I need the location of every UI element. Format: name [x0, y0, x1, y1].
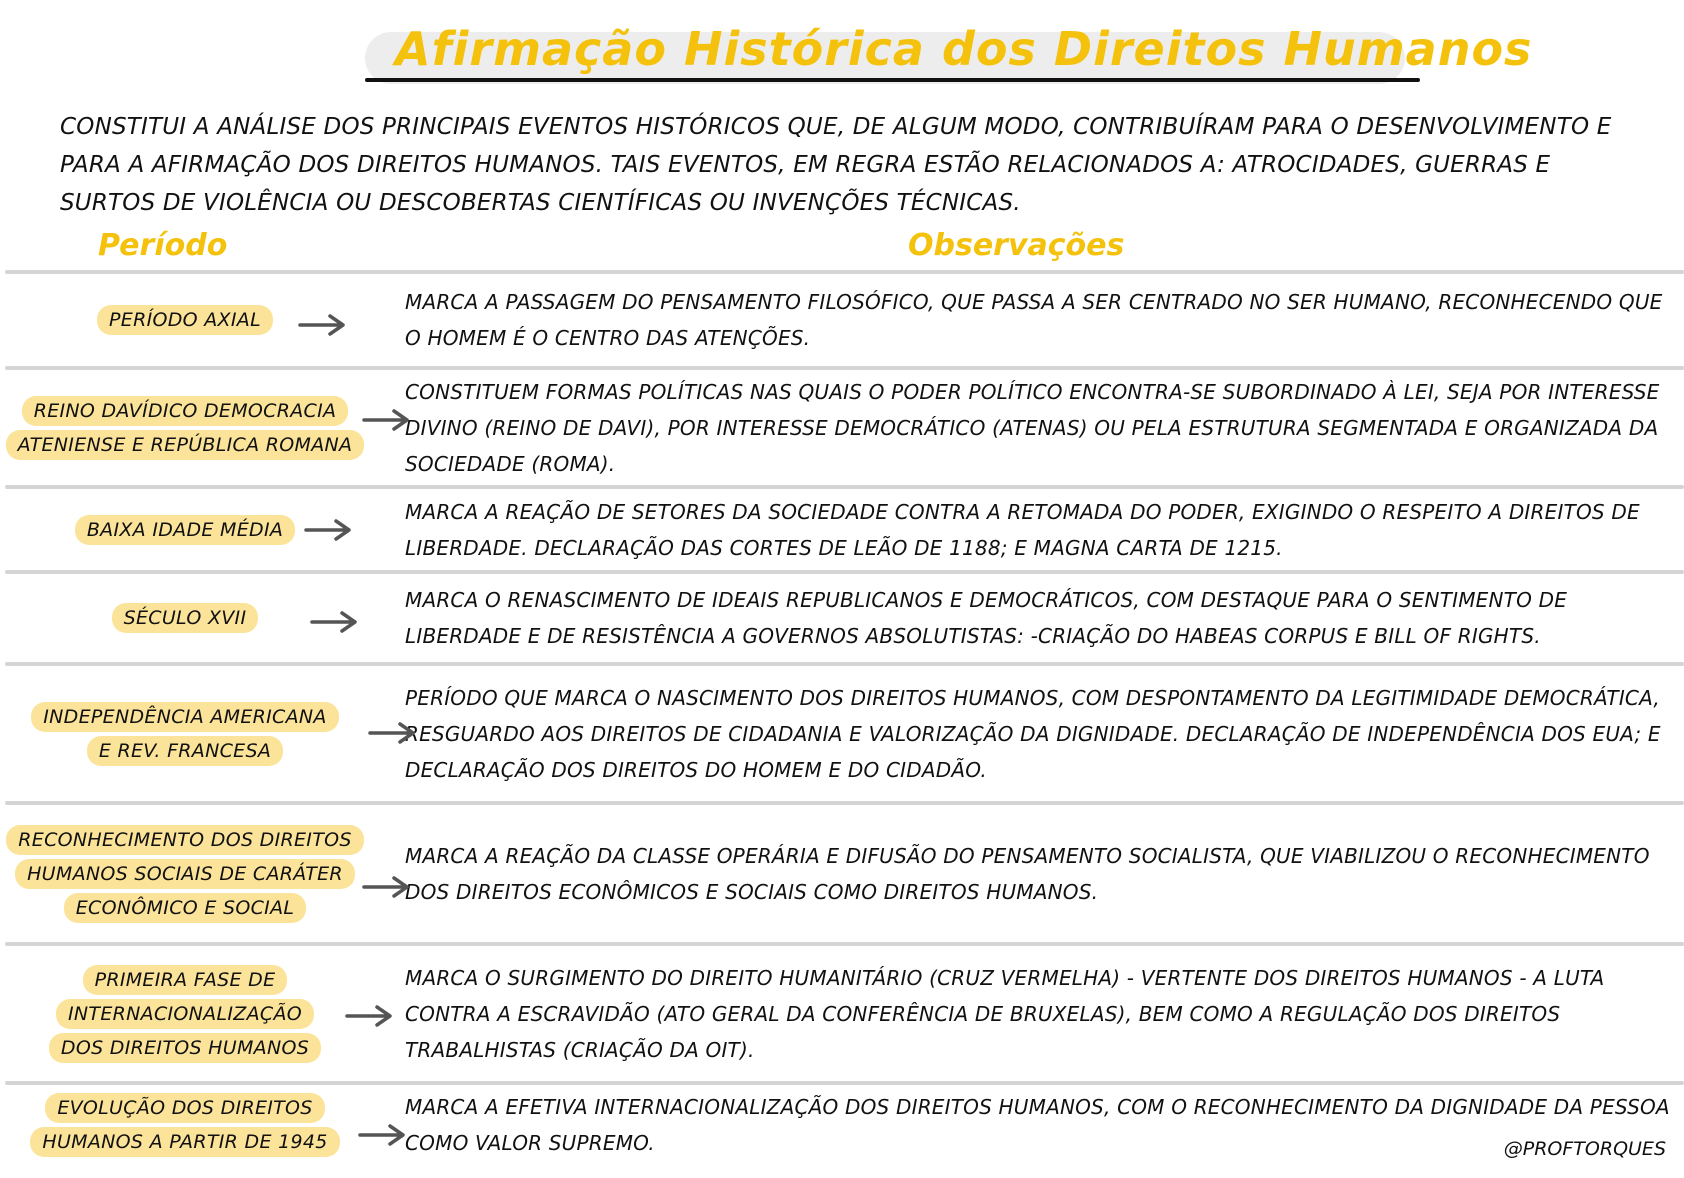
- period-label: BAIXA IDADE MÉDIA: [75, 515, 295, 545]
- period-cell: [0, 1085, 370, 1165]
- period-label: SÉCULO XVII: [112, 603, 259, 633]
- arrow-right-icon: [304, 518, 352, 542]
- period-cell: [0, 666, 370, 801]
- observation-text: MARCA O SURGIMENTO DO DIREITO HUMANITÁRIO (CRUZ VERMELHA) - VERTENTE DOS DIREITOS HUMANOS - A LUTA CONTRA A ESCRAVIDÃO (ATO GERAL DA CONFERÊNCIA DE BRUXELAS), BEM COMO A REGULAÇÃO DOS DIREITOS TRABALHISTAS (CRIAÇÃO DA OIT).: [405, 965, 1605, 1062]
- title-underline: [365, 78, 1420, 82]
- period-label: ATENIENSE E REPÚBLICA ROMANA: [6, 430, 365, 460]
- observation-cell: [405, 370, 1670, 485]
- observation-cell: [405, 946, 1670, 1081]
- intro-text: CONSTITUI A ANÁLISE DOS PRINCIPAIS EVENTOS HISTÓRICOS QUE, DE ALGUM MODO, CONTRIBUÍRAM PARA O DESENVOLVIMENTO E PARA A AFIRMAÇÃO DOS DIREITOS HUMANOS. TAIS EVENTOS, EM REGRA ESTÃO RELACIONADOS A: ATROCIDADES, GUERRAS E SURTOS DE VIOLÊNCIA OU DESCOBERTAS CIENTÍFICAS OU INVENÇÕES TÉCNICAS.: [60, 114, 1612, 216]
- table-row: [0, 1085, 1684, 1165]
- period-cell: [0, 805, 370, 942]
- table-row: [0, 666, 1684, 801]
- observation-cell: [405, 666, 1670, 801]
- period-label: REINO DAVÍDICO DEMOCRACIA: [22, 396, 349, 426]
- observation-cell: [405, 805, 1670, 942]
- table-row: [0, 370, 1684, 485]
- period-label: HUMANOS A PARTIR DE 1945: [30, 1127, 339, 1157]
- author-signature: @PROFTORQUES: [1503, 1138, 1666, 1160]
- observation-text: MARCA A PASSAGEM DO PENSAMENTO FILOSÓFICO, QUE PASSA A SER CENTRADO NO SER HUMANO, RECONHECENDO QUE O HOMEM É O CENTRO DAS ATENÇÕES.: [405, 290, 1663, 350]
- observation-cell: [405, 274, 1670, 366]
- column-header-period: Período: [98, 228, 228, 263]
- period-label: PERÍODO AXIAL: [97, 305, 273, 335]
- table-row: [0, 574, 1684, 662]
- table-row: [0, 946, 1684, 1081]
- arrow-right-icon: [310, 610, 358, 634]
- period-label: INDEPENDÊNCIA AMERICANA: [31, 702, 338, 732]
- period-cell: [0, 370, 370, 485]
- period-label: ECONÔMICO E SOCIAL: [64, 893, 307, 923]
- period-label: E REV. FRANCESA: [87, 736, 283, 766]
- arrow-right-icon: [368, 721, 416, 745]
- period-label: HUMANOS SOCIAIS DE CARÁTER: [15, 859, 355, 889]
- observation-text: MARCA O RENASCIMENTO DE IDEAIS REPUBLICANOS E DEMOCRÁTICOS, COM DESTAQUE PARA O SENTIMENTO DE LIBERDADE E DE RESISTÊNCIA A GOVERNOS ABSOLUTISTAS: -CRIAÇÃO DO HABEAS CORPUS E BILL OF RIGHTS.: [405, 588, 1568, 648]
- observation-cell: [405, 1085, 1670, 1165]
- period-label: PRIMEIRA FASE DE: [83, 965, 288, 995]
- arrow-right-icon: [298, 313, 346, 337]
- arrow-right-icon: [362, 875, 410, 899]
- observation-cell: [405, 489, 1670, 570]
- table-row: [0, 489, 1684, 570]
- observation-cell: [405, 574, 1670, 662]
- observation-text: CONSTITUEM FORMAS POLÍTICAS NAS QUAIS O PODER POLÍTICO ENCONTRA-SE SUBORDINADO À LEI, SEJA POR INTERESSE DIVINO (REINO DE DAVI), POR INTERESSE DEMOCRÁTICO (ATENAS) OU PELA ESTRUTURA SEGMENTADA E ORGANIZADA DA SOCIEDADE (ROMA).: [405, 379, 1660, 476]
- period-label: RECONHECIMENTO DOS DIREITOS: [6, 825, 363, 855]
- arrow-right-icon: [362, 408, 410, 432]
- column-header-observations: Observações: [908, 228, 1125, 263]
- observation-text: MARCA A REAÇÃO DA CLASSE OPERÁRIA E DIFUSÃO DO PENSAMENTO SOCIALISTA, QUE VIABILIZOU O RECONHECIMENTO DOS DIREITOS ECONÔMICOS E SOCIAIS COMO DIREITOS HUMANOS.: [405, 843, 1650, 904]
- arrow-right-icon: [358, 1123, 406, 1147]
- table-row: [0, 274, 1684, 366]
- arrow-right-icon: [345, 1004, 393, 1028]
- observation-text: MARCA A EFETIVA INTERNACIONALIZAÇÃO DOS DIREITOS HUMANOS, COM O RECONHECIMENTO DA DIGNIDADE DA PESSOA COMO VALOR SUPREMO.: [405, 1095, 1670, 1155]
- period-label: INTERNACIONALIZAÇÃO: [56, 999, 314, 1029]
- observation-text: MARCA A REAÇÃO DE SETORES DA SOCIEDADE CONTRA A RETOMADA DO PODER, EXIGINDO O RESPEITO A DIREITOS DE LIBERDADE. DECLARAÇÃO DAS CORTES DE LEÃO DE 1188; E MAGNA CARTA DE 1215.: [405, 499, 1640, 560]
- period-label: DOS DIREITOS HUMANOS: [49, 1033, 321, 1063]
- table-row: [0, 805, 1684, 942]
- observation-text: PERÍODO QUE MARCA O NASCIMENTO DOS DIREITOS HUMANOS, COM DESPONTAMENTO DA LEGITIMIDADE DEMOCRÁTICA, RESGUARDO AOS DIREITOS DE CIDADANIA E VALORIZAÇÃO DA DIGNIDADE. DECLARAÇÃO DE INDEPENDÊNCIA DOS EUA; E DECLARAÇÃO DOS DIREITOS DO HOMEM E DO CIDADÃO.: [405, 685, 1661, 782]
- period-cell: [0, 946, 370, 1081]
- page-title: Afirmação Histórica dos Direitos Humanos: [395, 22, 1533, 76]
- period-label: EVOLUÇÃO DOS DIREITOS: [45, 1093, 324, 1123]
